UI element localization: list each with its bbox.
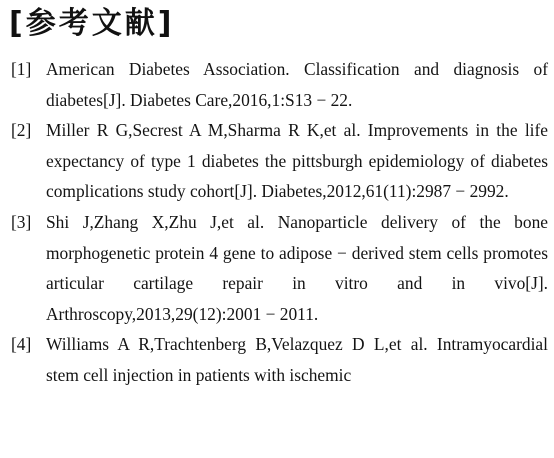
reference-number: [2] xyxy=(11,120,32,141)
reference-item xyxy=(0,115,554,207)
reference-text: Williams A R,Trachtenberg B,Velazquez D L,et al. Intramyocardial stem cell injection in patients with ischemic xyxy=(46,334,548,385)
reference-text: Shi J,Zhang X,Zhu J,et al. Nanoparticle delivery of the bone morphogenetic protein 4 gene to adipose − derived stem cells promotes articular cartilage repair in vitro and in vivo[J]. Arthroscopy,2013,29(12):2001 − 2011. xyxy=(46,211,548,324)
reference-list xyxy=(0,54,554,391)
reference-number: [4] xyxy=(11,334,32,355)
reference-item xyxy=(0,329,554,390)
reference-item xyxy=(0,54,554,115)
reference-item xyxy=(0,207,554,329)
references-heading: [参考文献] xyxy=(9,6,175,41)
reference-number: [1] xyxy=(11,59,32,79)
reference-text: American Diabetes Association. Classification and diagnosis of diabetes[J]. Diabetes Care,2016,1:S13 − 22. xyxy=(46,59,548,110)
reference-number: [3] xyxy=(11,211,32,232)
reference-text: Miller R G,Secrest A M,Sharma R K,et al. Improvements in the life expectancy of type 1 diabetes the pittsburgh epidemiology of diabetes complications study cohort[J]. Diabetes,2012,61(11):2987 − 2992. xyxy=(46,120,548,202)
